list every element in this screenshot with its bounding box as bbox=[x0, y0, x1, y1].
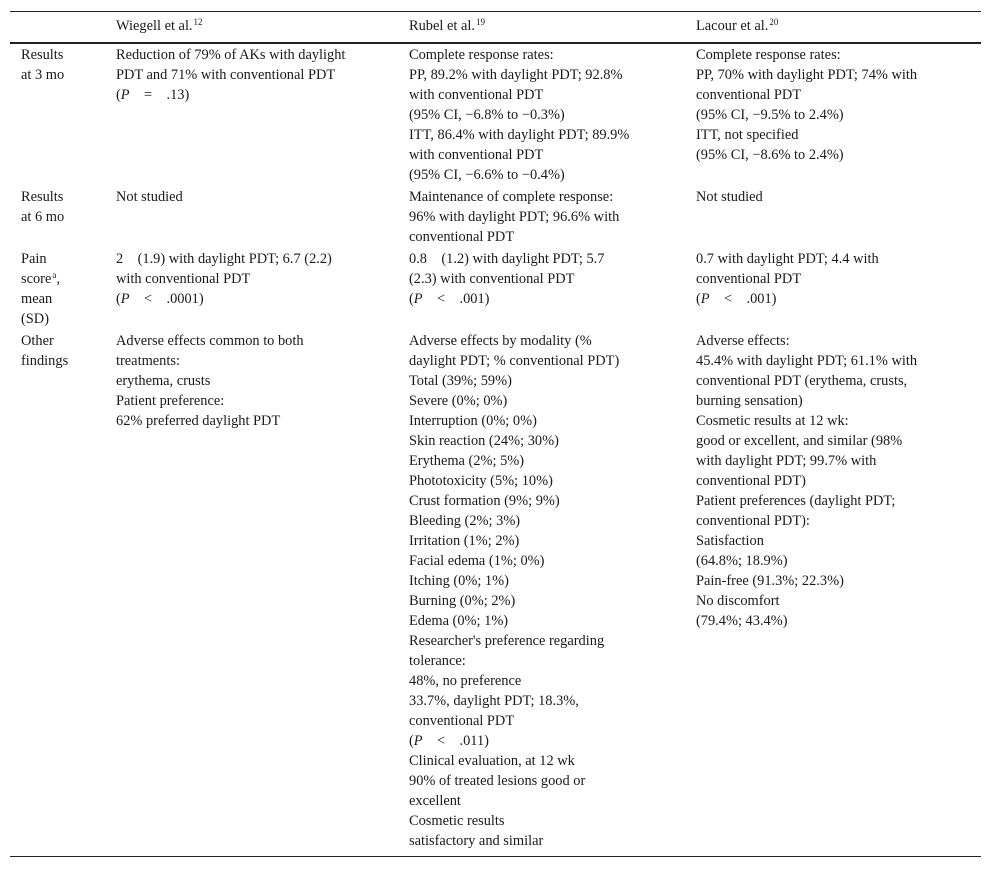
row-label-pain-score bbox=[21, 249, 60, 329]
cell-line: Adverse effects common to both bbox=[116, 333, 304, 349]
cell-line: conventional PDT bbox=[409, 713, 515, 729]
cell-line: with daylight PDT; 99.7% with bbox=[696, 453, 877, 469]
cell-line: Facial edema (1%; 0%) bbox=[409, 553, 545, 569]
cell-rubel-3mo bbox=[409, 45, 629, 185]
cell-line: Not studied bbox=[116, 189, 183, 205]
cell-line: with conventional PDT bbox=[409, 147, 544, 163]
cell-line: No discomfort bbox=[696, 593, 780, 609]
row-label-line: mean bbox=[21, 291, 53, 307]
cell-line: Adverse effects by modality (% bbox=[409, 333, 592, 349]
cell-line: burning sensation) bbox=[696, 393, 803, 409]
cell-line: Complete response rates: bbox=[409, 47, 554, 63]
cell-line: 2 (1.9) with daylight PDT; 6.7 (2.2) bbox=[116, 251, 332, 267]
cell-line: conventional PDT) bbox=[696, 473, 806, 489]
cell-line: Cosmetic results at 12 wk: bbox=[696, 413, 849, 429]
cell-line: PDT and 71% with conventional PDT bbox=[116, 67, 336, 83]
table-top-rule bbox=[10, 11, 981, 12]
cell-line: satisfactory and similar bbox=[409, 833, 544, 849]
cell-line: Crust formation (9%; 9%) bbox=[409, 493, 560, 509]
cell-line: 90% of treated lesions good or bbox=[409, 773, 586, 789]
cell-lacour-6mo bbox=[696, 187, 763, 207]
cell-line: (95% CI, −8.6% to 2.4%) bbox=[696, 147, 844, 163]
cell-line: conventional PDT bbox=[696, 271, 802, 287]
cell-line: (95% CI, −6.8% to −0.3%) bbox=[409, 107, 565, 123]
header-ref: 20 bbox=[769, 17, 779, 27]
cell-line: Itching (0%; 1%) bbox=[409, 573, 509, 589]
cell-rubel-pain bbox=[409, 249, 604, 309]
cell-line: excellent bbox=[409, 793, 461, 809]
table-bottom-rule bbox=[10, 856, 981, 857]
row-label-line: at 3 mo bbox=[21, 67, 65, 83]
cell-line: 33.7%, daylight PDT; 18.3%, bbox=[409, 693, 579, 709]
cell-line: Total (39%; 59%) bbox=[409, 373, 512, 389]
cell-line: PP, 70% with daylight PDT; 74% with bbox=[696, 67, 918, 83]
cell-line: Irritation (1%; 2%) bbox=[409, 533, 520, 549]
cell-line: (2.3) with conventional PDT bbox=[409, 271, 575, 287]
cell-line: daylight PDT; % conventional PDT) bbox=[409, 353, 620, 369]
cell-line: PP, 89.2% with daylight PDT; 92.8% bbox=[409, 67, 623, 83]
cell-lacour-pain bbox=[696, 249, 879, 309]
cell-line: ITT, 86.4% with daylight PDT; 89.9% bbox=[409, 127, 630, 143]
cell-line: Erythema (2%; 5%) bbox=[409, 453, 525, 469]
cell-line: Satisfaction bbox=[696, 533, 764, 549]
cell-line: treatments: bbox=[116, 353, 180, 369]
cell-line: good or excellent, and similar (98% bbox=[696, 433, 903, 449]
row-label-line: Pain bbox=[21, 251, 47, 267]
cell-line: conventional PDT (erythema, crusts, bbox=[696, 373, 908, 389]
cell-line: conventional PDT bbox=[409, 229, 515, 245]
p-value-line: (P < .001) bbox=[409, 291, 490, 307]
cell-line: ITT, not specified bbox=[696, 127, 799, 143]
cell-line: Interruption (0%; 0%) bbox=[409, 413, 537, 429]
p-value-line: (P < .0001) bbox=[116, 291, 204, 307]
header-lacour bbox=[696, 16, 778, 36]
cell-line: Edema (0%; 1%) bbox=[409, 613, 509, 629]
row-label-line: at 6 mo bbox=[21, 209, 65, 225]
cell-line: with conventional PDT bbox=[116, 271, 251, 287]
footnote-marker: a bbox=[52, 270, 57, 280]
p-value-line: (P < .011) bbox=[409, 733, 489, 749]
cell-line: 48%, no preference bbox=[409, 673, 522, 689]
row-label-results-6mo bbox=[21, 187, 64, 227]
cell-line: Burning (0%; 2%) bbox=[409, 593, 516, 609]
row-label-text: score bbox=[21, 271, 52, 287]
cell-line: Bleeding (2%; 3%) bbox=[409, 513, 521, 529]
cell-line: 96% with daylight PDT; 96.6% with bbox=[409, 209, 620, 225]
cell-line: Patient preferences (daylight PDT; bbox=[696, 493, 896, 509]
row-label-line: Results bbox=[21, 189, 64, 205]
cell-wiegell-3mo bbox=[116, 45, 345, 105]
cell-line: Pain-free (91.3%; 22.3%) bbox=[696, 573, 844, 589]
row-label-line: findings bbox=[21, 353, 69, 369]
cell-line: Researcher's preference regarding bbox=[409, 633, 605, 649]
header-ref: 19 bbox=[475, 17, 485, 27]
cell-line: Phototoxicity (5%; 10%) bbox=[409, 473, 553, 489]
cell-line: Reduction of 79% of AKs with daylight bbox=[116, 47, 346, 63]
cell-wiegell-pain bbox=[116, 249, 332, 309]
cell-line: conventional PDT): bbox=[696, 513, 810, 529]
row-label-other-findings bbox=[21, 331, 68, 371]
cell-lacour-3mo bbox=[696, 45, 917, 165]
p-value-line: (P < .001) bbox=[696, 291, 777, 307]
row-label-line: (SD) bbox=[21, 311, 49, 327]
header-author: Wiegell et al. bbox=[116, 18, 193, 34]
p-value-line: (P = .13) bbox=[116, 87, 190, 103]
header-bottom-rule bbox=[10, 42, 981, 44]
row-label-results-3mo bbox=[21, 45, 64, 85]
header-author: Lacour et al. bbox=[696, 18, 769, 34]
cell-line: (95% CI, −6.6% to −0.4%) bbox=[409, 167, 565, 183]
cell-rubel-other bbox=[409, 331, 619, 851]
cell-line: conventional PDT bbox=[696, 87, 802, 103]
header-author: Rubel et al. bbox=[409, 18, 475, 34]
cell-line: erythema, crusts bbox=[116, 373, 211, 389]
cell-line: Complete response rates: bbox=[696, 47, 841, 63]
cell-line: Not studied bbox=[696, 189, 763, 205]
header-ref: 12 bbox=[193, 17, 203, 27]
cell-rubel-6mo bbox=[409, 187, 619, 247]
cell-line: Maintenance of complete response: bbox=[409, 189, 614, 205]
cell-wiegell-other bbox=[116, 331, 304, 431]
cell-line: with conventional PDT bbox=[409, 87, 544, 103]
row-label-line: Other bbox=[21, 333, 54, 349]
header-rubel bbox=[409, 16, 485, 36]
cell-line: (64.8%; 18.9%) bbox=[696, 553, 788, 569]
cell-wiegell-6mo bbox=[116, 187, 183, 207]
cell-line: 45.4% with daylight PDT; 61.1% with bbox=[696, 353, 918, 369]
cell-line: Adverse effects: bbox=[696, 333, 790, 349]
header-wiegell bbox=[116, 16, 203, 36]
cell-line: Skin reaction (24%; 30%) bbox=[409, 433, 559, 449]
cell-line: Severe (0%; 0%) bbox=[409, 393, 508, 409]
cell-line: 62% preferred daylight PDT bbox=[116, 413, 281, 429]
cell-line: tolerance: bbox=[409, 653, 466, 669]
cell-line: Patient preference: bbox=[116, 393, 225, 409]
cell-line: (79.4%; 43.4%) bbox=[696, 613, 788, 629]
row-label-comma: , bbox=[56, 271, 60, 287]
cell-line: Clinical evaluation, at 12 wk bbox=[409, 753, 575, 769]
cell-lacour-other bbox=[696, 331, 917, 631]
row-label-line bbox=[21, 269, 60, 289]
cell-line: Cosmetic results bbox=[409, 813, 505, 829]
cell-line: 0.8 (1.2) with daylight PDT; 5.7 bbox=[409, 251, 605, 267]
cell-line: 0.7 with daylight PDT; 4.4 with bbox=[696, 251, 879, 267]
cell-line: (95% CI, −9.5% to 2.4%) bbox=[696, 107, 844, 123]
row-label-line: Results bbox=[21, 47, 64, 63]
